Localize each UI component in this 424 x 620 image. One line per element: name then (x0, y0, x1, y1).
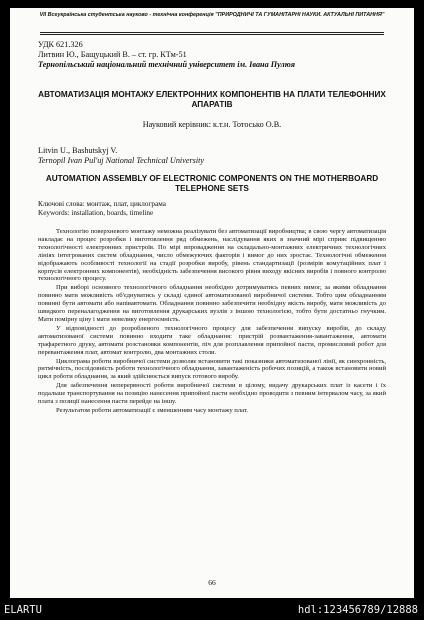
advisor: Науковий керівник: к.т.н. Тотосько О.В. (142, 120, 282, 129)
keywords-ua: Ключові слова: монтаж, плат, циклограма (38, 200, 166, 208)
paragraph: У відповідності до розробленого технологічного процесу для забезпечення випуску виробів, до складу автоматизованої системи повинно входити таке обладнання: пристрій розвантаження-завантаження, автомати трафаретного друку, автомати розстановки компонентів, піч для розплавлення припойної пасти, промисловий робот для перевантаження плат, автомат контролю, два монтажних столи. (38, 324, 386, 356)
paragraph: Циклограма роботи виробничої системи дозволяє встановити такі показники автоматизованої лінії, як синхронність, ритмічність, послідовність роботи технологічного обладнання, завантаженість робочих позицій, а також встановити новий цикл роботи обладнання, за який здійснюється випуск готового виробу. (38, 357, 386, 381)
conference-header: VII Всеукраїнська студентська науково - технічна конференція "ПРИРОДНИЧІ ТА ГУМАНІТАРНІ НАУКИ. АКТУАЛЬНІ ПИТАННЯ" (39, 12, 385, 18)
handle-id: hdl:123456789/12888 (297, 604, 418, 616)
header-rule (40, 32, 384, 33)
title-en: AUTOMATION ASSEMBLY OF ELECTRONIC COMPONENTS ON THE MOTHERBOARD TELEPHONE SETS (45, 174, 379, 193)
title-ua: АВТОМАТИЗАЦІЯ МОНТАЖУ ЕЛЕКТРОННИХ КОМПОНЕНТІВ НА ПЛАТИ ТЕЛЕФОННИХ АПАРАТІВ (38, 90, 386, 109)
viewer-footer (0, 600, 424, 620)
affiliation-en: Ternopil Ivan Pul'uj National Technical University (38, 156, 205, 165)
repository-name: ELARTU (4, 604, 42, 616)
paper-page (10, 8, 414, 598)
keywords-en: Keywords: installation, boards, timeline (38, 209, 154, 217)
page-number: 66 (208, 578, 216, 587)
paragraph: Результатом роботи автоматизації є зменшенням часу монтажу плат. (56, 406, 248, 414)
authors-ua: Литвин Ю., Бащуцький В. – ст. гр. КТм-51 (38, 50, 187, 59)
paragraph: При виборі основного технологічного обладнання необхідно дотримуватись певних вимог, за якими обладнання повинно мати можливість об'єднуватись у складі єдиної автоматизованої виробничої системи. Тобто цим обладнанням повинні бути автомати або напівавтомати. Обладнання повинно забезпечити необхідну якість виробу, мати можливість до швидкого переналагодження на виготовлення друкарських вузлів з іншою технологією, тобто бути достатньо гнучким. Мати помірну ціну і мати невелику енергоємність. (38, 284, 386, 323)
abstract-body (38, 228, 386, 415)
affiliation-ua: Тернопільський національний технічний університет ім. Івана Пулюя (38, 60, 295, 69)
header-rule-thin (40, 34, 384, 35)
authors-en: Litvin U., Bashutskyj V. (38, 146, 118, 155)
udc-code: УДК 621.326 (38, 40, 83, 49)
paragraph: Для забезпечення неперервності роботи виробничої системи в цілому, видачу друкарських плат із касети і їх подальше транспортування на позицію нанесення припойної пасти необхідно проводити з певним інтервалом часу, за який плата з позиції нанесення пасти перейде на іншу. (38, 382, 386, 406)
paragraph: Технологію поверхневого монтажу неможна реалізувати без автоматизації виробництва; в свою чергу автоматизація накладає на процес розробки і виготовлення ряд обмежень, наслідування яких в значний мірі сприяє підвищенню технологічності електронних пристроїв. По мірі впровадження на складально-монтажних електричних технологічних лініях інтегрованих систем обладнання, число обмежуючих факторів і вимог до них зростає. Технологічні обмеження відображають особливості технології на стадії розробки виробу, рівень стандартизації (розмірів комутаційних плат і корпусів електронних компонентів), необхідність забезпечення високого рівня виходу якісних виробів і повного контролю технологічного процесу. (38, 228, 386, 283)
